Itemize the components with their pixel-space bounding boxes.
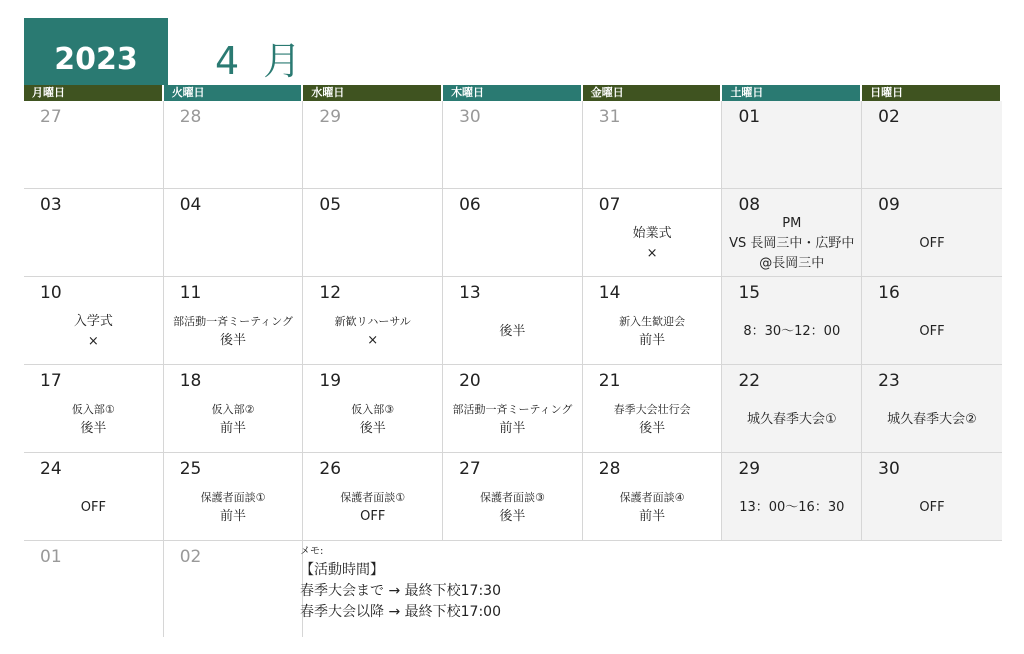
day-cell[interactable] [443, 101, 583, 189]
event-text: PM [782, 215, 802, 231]
day-cell[interactable] [862, 365, 1002, 453]
event-text: VS 長岡三中・広野中 [729, 235, 855, 251]
day-events [722, 305, 861, 358]
day-cell[interactable] [164, 189, 304, 277]
day-events [164, 393, 303, 446]
event-text: 新入生歓迎会 [619, 314, 686, 328]
day-cell[interactable] [583, 101, 723, 189]
day-number: 05 [319, 195, 342, 215]
event-text: × [367, 332, 379, 348]
day-cell[interactable] [862, 453, 1002, 541]
weekday-header-row [24, 85, 1002, 101]
weekday-header-fri: 金曜日 [583, 85, 723, 101]
week-row [24, 453, 1002, 541]
event-text: OFF [80, 499, 106, 515]
weekday-header-wed: 水曜日 [303, 85, 443, 101]
day-events [24, 481, 163, 534]
event-text: @長岡三中 [759, 255, 825, 271]
day-number: 02 [179, 547, 202, 567]
event-text: 後半 [359, 420, 386, 436]
day-events [862, 481, 1002, 534]
day-cell[interactable] [583, 277, 723, 365]
event-text: 城久春季大会② [887, 411, 977, 427]
weekday-header-sat: 土曜日 [722, 85, 862, 101]
weekday-header-tue: 火曜日 [164, 85, 304, 101]
day-number: 26 [319, 459, 342, 479]
day-number: 20 [459, 371, 481, 391]
event-text: 入学式 [73, 313, 113, 329]
day-cell[interactable] [24, 277, 164, 365]
week-row [24, 277, 1002, 365]
memo-line: 春季大会以降 → 最終下校17:00 [300, 604, 501, 620]
trailing-cell [862, 541, 1002, 637]
memo-line: 春季大会まで → 最終下校17:30 [300, 583, 501, 599]
event-text: 前半 [639, 332, 666, 348]
year-label: 2023 [54, 42, 138, 77]
event-text: 前半 [220, 420, 247, 436]
day-number: 18 [179, 371, 202, 391]
day-cell[interactable] [164, 453, 304, 541]
event-text: OFF [919, 323, 945, 339]
day-events [722, 481, 861, 534]
day-number: 25 [179, 459, 202, 479]
event-text: 前半 [499, 420, 526, 436]
event-text: 後半 [80, 420, 107, 436]
weekday-header-mon: 月曜日 [24, 85, 164, 101]
day-number: 01 [738, 107, 761, 127]
day-cell[interactable] [303, 453, 443, 541]
day-cell[interactable] [24, 453, 164, 541]
event-text: 8：30～12：00 [743, 323, 841, 339]
day-cell[interactable] [164, 101, 304, 189]
day-cell[interactable] [862, 101, 1002, 189]
memo-box [300, 544, 720, 623]
month-title: 4 月 [215, 39, 308, 83]
event-text: 部活動一斉ミーティング [173, 314, 293, 328]
year-banner [24, 18, 168, 85]
day-number: 23 [878, 371, 900, 391]
day-cell[interactable] [583, 189, 723, 277]
event-text: 城久春季大会① [746, 411, 837, 427]
day-cell[interactable] [722, 453, 862, 541]
day-events [722, 217, 861, 270]
day-number: 17 [40, 371, 62, 391]
event-text: 保護者面談④ [619, 490, 685, 504]
day-events [722, 393, 861, 446]
day-cell[interactable] [303, 101, 443, 189]
day-cell[interactable] [862, 189, 1002, 277]
day-cell[interactable] [443, 189, 583, 277]
day-cell[interactable] [583, 453, 723, 541]
day-number: 31 [598, 107, 621, 127]
day-number: 01 [40, 547, 62, 567]
day-number: 07 [598, 195, 621, 215]
day-number: 21 [598, 371, 621, 391]
event-text: × [646, 245, 658, 261]
event-text: 始業式 [632, 225, 672, 241]
day-cell[interactable] [862, 277, 1002, 365]
weekday-header-sun: 日曜日 [862, 85, 1002, 101]
day-number: 09 [878, 195, 900, 215]
week-row [24, 189, 1002, 277]
event-text: 後半 [639, 420, 666, 436]
day-number: 10 [40, 283, 62, 303]
day-number: 03 [40, 195, 62, 215]
day-number: 06 [459, 195, 481, 215]
event-text: 前半 [220, 508, 247, 524]
day-number: 11 [179, 283, 202, 303]
day-events [443, 393, 582, 446]
day-number: 04 [179, 195, 202, 215]
event-text: 保護者面談① [200, 490, 266, 504]
event-text: 後半 [499, 323, 526, 339]
day-number: 27 [459, 459, 481, 479]
event-text: 部活動一斉ミーティング [452, 402, 573, 416]
day-number: 02 [878, 107, 900, 127]
day-cell[interactable] [722, 189, 862, 277]
event-text: 春季大会壮行会 [613, 402, 691, 416]
event-text: 仮入部① [71, 402, 115, 416]
day-number: 16 [878, 283, 900, 303]
event-text: 後半 [499, 508, 526, 524]
event-text: OFF [919, 499, 945, 515]
day-cell[interactable] [443, 453, 583, 541]
event-text: OFF [919, 235, 945, 251]
day-events [443, 481, 582, 534]
day-number: 28 [179, 107, 202, 127]
day-cell[interactable] [722, 101, 862, 189]
event-text: 後半 [220, 332, 247, 348]
day-events [862, 305, 1002, 358]
day-number: 30 [878, 459, 900, 479]
trailing-cell [722, 541, 862, 637]
day-events [24, 393, 163, 446]
day-cell[interactable] [303, 277, 443, 365]
week-row [24, 365, 1002, 453]
day-cell[interactable] [722, 277, 862, 365]
day-events [443, 305, 582, 358]
day-number: 29 [738, 459, 761, 479]
day-cell[interactable] [24, 189, 164, 277]
day-number: 30 [459, 107, 481, 127]
day-events [303, 481, 442, 534]
day-events [862, 393, 1002, 446]
day-number: 19 [319, 371, 342, 391]
event-text: 保護者面談③ [479, 490, 545, 504]
week-row [24, 101, 1002, 189]
day-events [24, 305, 163, 358]
memo-label: メモ: [300, 546, 324, 557]
event-text: 新歓リハーサル [334, 314, 411, 328]
day-events [303, 393, 442, 446]
day-cell[interactable] [303, 189, 443, 277]
day-cell[interactable] [722, 365, 862, 453]
day-number: 08 [738, 195, 761, 215]
day-events [583, 217, 722, 270]
trailing-cell[interactable] [164, 541, 304, 637]
day-events [164, 305, 303, 358]
trailing-cell[interactable] [24, 541, 164, 637]
day-events [583, 481, 722, 534]
day-events [303, 305, 442, 358]
day-number: 14 [598, 283, 621, 303]
event-text: OFF [360, 508, 386, 524]
day-events [862, 217, 1002, 270]
week-rows [24, 101, 1002, 541]
memo-line: 【活動時間】 [300, 562, 384, 578]
event-text: 仮入部② [211, 402, 255, 416]
day-events [164, 481, 303, 534]
day-cell[interactable] [583, 365, 723, 453]
day-cell[interactable] [443, 277, 583, 365]
day-number: 22 [738, 371, 761, 391]
day-number: 27 [40, 107, 62, 127]
day-events [583, 305, 722, 358]
event-text: 仮入部③ [351, 402, 395, 416]
day-cell[interactable] [443, 365, 583, 453]
day-number: 15 [738, 283, 761, 303]
day-cell[interactable] [164, 365, 304, 453]
day-number: 28 [598, 459, 621, 479]
day-number: 29 [319, 107, 342, 127]
day-number: 13 [459, 283, 481, 303]
day-cell[interactable] [164, 277, 304, 365]
weekday-header-thu: 木曜日 [443, 85, 583, 101]
event-text: 前半 [639, 508, 666, 524]
day-cell[interactable] [24, 101, 164, 189]
day-cell[interactable] [303, 365, 443, 453]
day-number: 12 [319, 283, 342, 303]
event-text: × [87, 333, 99, 349]
event-text: 保護者面談① [340, 490, 406, 504]
day-cell[interactable] [24, 365, 164, 453]
event-text: 13：00～16：30 [739, 499, 845, 515]
day-number: 24 [40, 459, 62, 479]
day-events [583, 393, 722, 446]
